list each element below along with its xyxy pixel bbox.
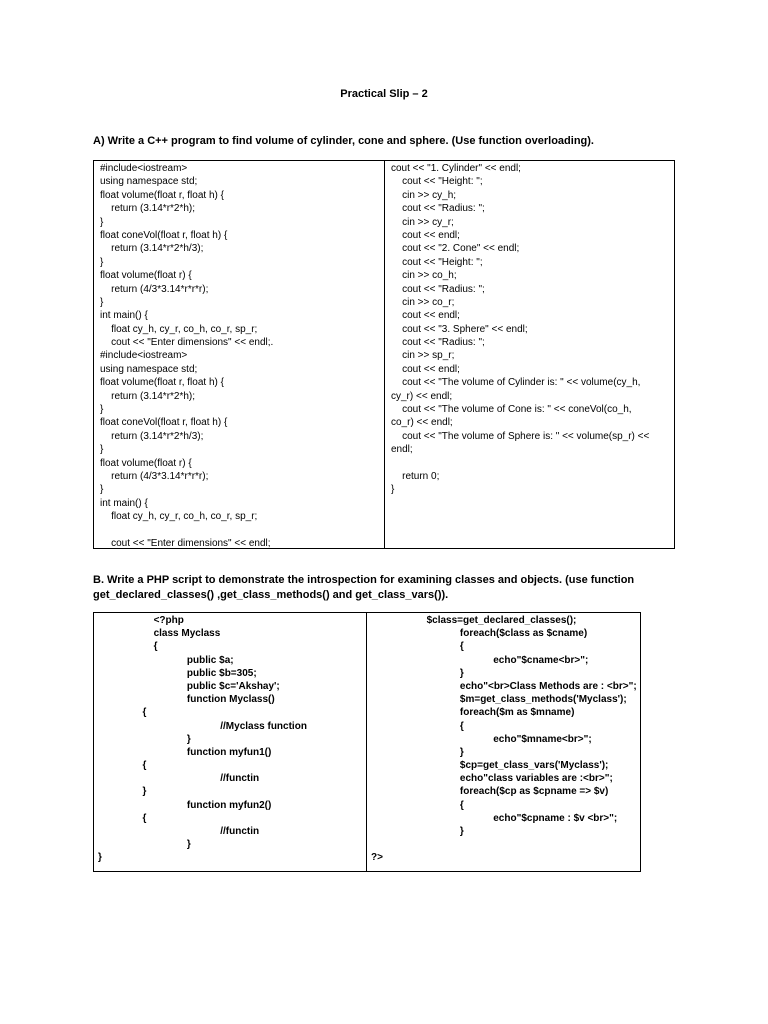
code-line: //functin	[98, 826, 260, 837]
code-line: float coneVol(float r, float h) {	[100, 417, 228, 429]
code-line: //functin	[98, 773, 260, 785]
code-line: }	[98, 733, 191, 745]
code-line: echo"<br>Class Methods are : <br>";	[371, 680, 637, 692]
code-line: int main() {	[100, 497, 148, 509]
code-line: public $c='Akshay';	[98, 680, 280, 692]
code-line: }	[100, 216, 104, 228]
code-line: {	[98, 760, 147, 772]
code-line: cout << "Enter dimensions" << endl;	[100, 537, 271, 548]
code-line: }	[371, 667, 464, 679]
code-line: return (3.14*r*2*h);	[100, 203, 196, 215]
code-line: function myfun2()	[98, 799, 272, 811]
code-line: $class=get_declared_classes();	[371, 615, 577, 626]
code-line: return (3.14*r*2*h);	[100, 390, 196, 402]
code-line: {	[98, 707, 147, 719]
code-line: }	[100, 404, 104, 416]
code-line: float volume(float r) {	[100, 270, 192, 282]
code-line: float volume(float r) {	[100, 457, 192, 469]
php-code-table	[93, 612, 641, 872]
code-line: $cp=get_class_vars('Myclass');	[371, 760, 609, 772]
code-line: cout << "3. Sphere" << endl;	[391, 323, 528, 335]
code-line: cout << "Height: ";	[391, 256, 483, 268]
code-line: foreach($class as $cname)	[371, 628, 588, 640]
code-line: cout << endl;	[391, 310, 460, 322]
code-line: class Myclass	[98, 628, 221, 640]
code-line: float coneVol(float r, float h) {	[100, 229, 228, 241]
code-line: return (4/3*3.14*r*r*r);	[100, 283, 209, 295]
code-line: public $b=305;	[98, 667, 257, 679]
code-line: }	[371, 746, 464, 758]
page-title: Practical Slip – 2	[340, 88, 428, 100]
code-line: $m=get_class_methods('Myclass');	[371, 694, 627, 706]
code-line: }	[98, 786, 147, 798]
code-line: return (3.14*r*2*h/3);	[100, 243, 204, 255]
code-line: int main() {	[100, 310, 148, 322]
code-line: cout << "Radius: ";	[391, 337, 485, 349]
code-line: cout << endl;	[391, 229, 460, 241]
code-line: float cy_h, cy_r, co_h, co_r, sp_r;	[100, 323, 258, 335]
code-line	[100, 524, 380, 537]
code-line: echo"$cpname : $v <br>";	[371, 812, 618, 824]
code-line: cin >> co_r;	[391, 296, 455, 308]
code-line: #include<iostream>	[100, 163, 188, 174]
code-line: {	[371, 720, 464, 732]
cpp-code-right-column	[385, 161, 674, 548]
code-line: }	[98, 839, 191, 851]
code-line: cout << "2. Cone" << endl;	[391, 243, 520, 255]
code-line: }	[371, 826, 464, 837]
php-code-right-column	[367, 613, 640, 871]
code-line: }	[98, 852, 102, 864]
code-line: cy_r) << endl;	[391, 390, 453, 402]
code-line: }	[100, 256, 104, 268]
code-line: return 0;	[391, 470, 440, 482]
question-a: A) Write a C++ program to find volume of cylinder, cone and sphere. (Use function overloading).	[93, 135, 594, 147]
code-line: }	[100, 484, 104, 496]
code-line	[371, 838, 636, 851]
code-line: function Myclass()	[98, 694, 275, 706]
code-line: {	[98, 641, 158, 653]
code-line: using namespace std;	[100, 176, 198, 188]
code-line: return (4/3*3.14*r*r*r);	[100, 470, 209, 482]
code-line: cin >> cy_h;	[391, 189, 457, 201]
code-line: co_r) << endl;	[391, 417, 453, 429]
code-line: float cy_h, cy_r, co_h, co_r, sp_r;	[100, 511, 258, 523]
code-line: function myfun1()	[98, 746, 272, 758]
code-line: cout << endl;	[391, 363, 460, 375]
code-line: foreach($cp as $cpname => $v)	[371, 786, 609, 798]
php-code-left-column	[94, 613, 367, 871]
code-line: foreach($m as $mname)	[371, 707, 575, 719]
code-line: cout << "Enter dimensions" << endl;.	[100, 337, 274, 349]
code-line: cout << "The volume of Cylinder is: " << volume(cy_h,	[391, 377, 641, 389]
code-line: echo"$cname<br>";	[371, 654, 589, 666]
code-line	[391, 457, 670, 470]
code-line: cin >> cy_r;	[391, 216, 454, 228]
code-line: public $a;	[98, 654, 234, 666]
code-line: ?>	[371, 852, 383, 864]
cpp-code-table	[93, 160, 675, 549]
code-line: {	[371, 641, 464, 653]
code-line: return (3.14*r*2*h/3);	[100, 430, 204, 442]
cpp-code-left-column	[94, 161, 385, 548]
code-line: //Myclass function	[98, 720, 307, 732]
code-line: float volume(float r, float h) {	[100, 189, 224, 201]
code-line: {	[371, 799, 464, 811]
code-line: using namespace std;	[100, 363, 198, 375]
code-line: {	[98, 812, 147, 824]
code-line: cout << "1. Cylinder" << endl;	[391, 163, 521, 174]
code-line: cout << "The volume of Cone is: " << coneVol(co_h,	[391, 404, 632, 416]
code-line: cout << "Radius: ";	[391, 283, 485, 295]
code-line: cout << "The volume of Sphere is: " << volume(sp_r) <<	[391, 430, 650, 442]
code-line: cin >> co_h;	[391, 270, 457, 282]
code-line: }	[100, 296, 104, 308]
code-line: cin >> sp_r;	[391, 350, 455, 362]
code-line: }	[100, 444, 104, 456]
code-line: <?php	[98, 615, 184, 626]
code-line: #include<iostream>	[100, 350, 188, 362]
code-line: endl;	[391, 444, 413, 456]
code-line: }	[391, 484, 395, 496]
code-line: cout << "Radius: ";	[391, 203, 485, 215]
question-b: B. Write a PHP script to demonstrate the introspection for examining classes and objects. (use function get_declared_classes() ,get_class_methods() and get_class_vars()).	[93, 574, 635, 601]
code-line: echo"$mname<br>";	[371, 733, 592, 745]
code-line: cout << "Height: ";	[391, 176, 483, 188]
code-line: float volume(float r, float h) {	[100, 377, 224, 389]
code-line: echo"class variables are :<br>";	[371, 773, 613, 785]
